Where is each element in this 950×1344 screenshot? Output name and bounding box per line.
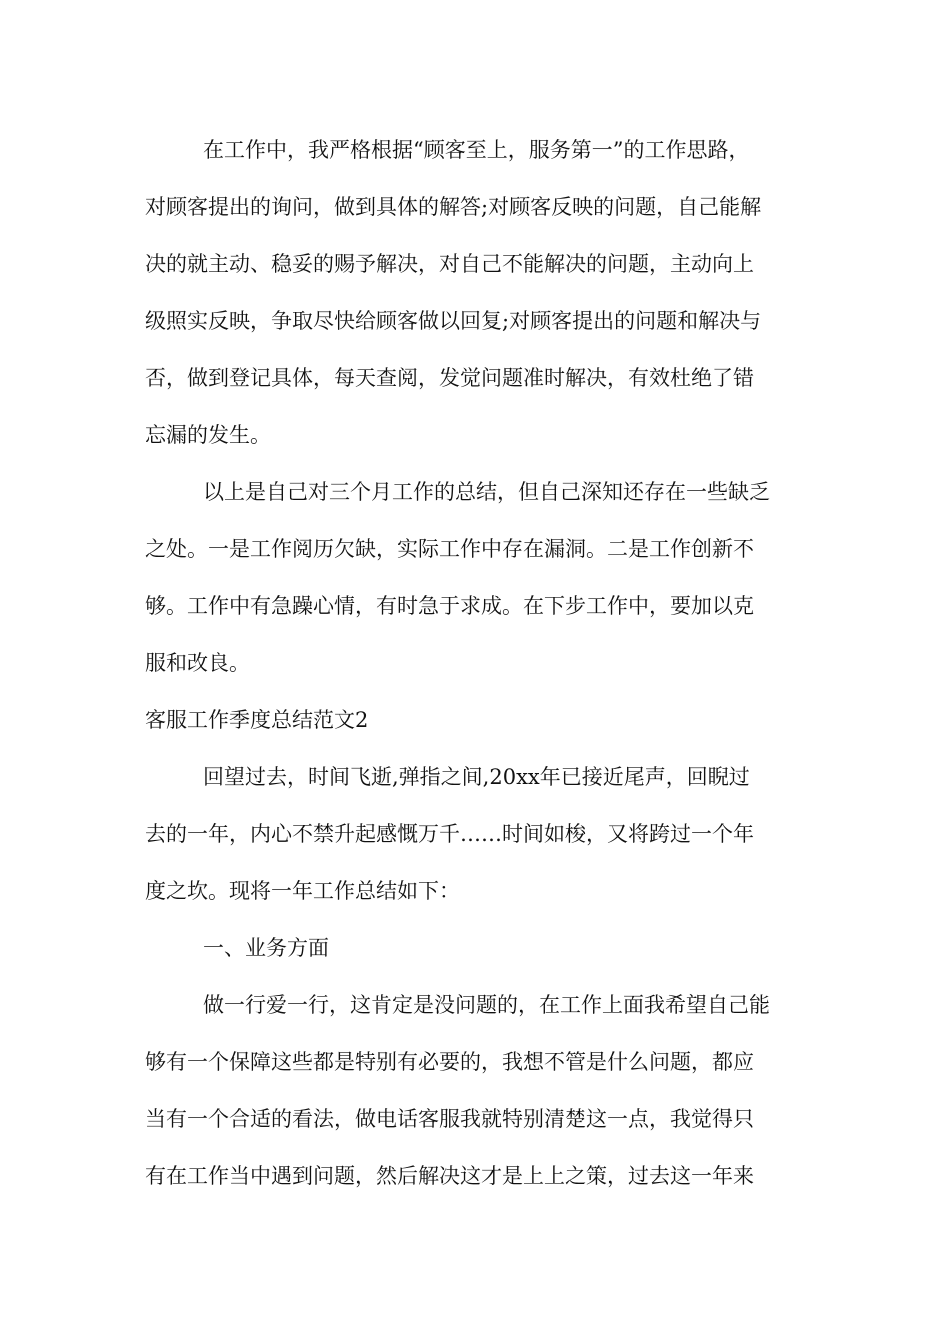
text-line: 决的就主动、稳妥的赐予解决，对自己不能解决的问题，主动向上	[145, 252, 754, 276]
text-line: 否，做到登记具体，每天查阅，发觉问题准时解决，有效杜绝了错	[145, 366, 754, 390]
document-body	[145, 122, 810, 1205]
subsection-title: 一、业务方面	[203, 936, 329, 960]
text-line: 够。工作中有急躁心情，有时急于求成。在下步工作中，要加以克	[145, 594, 754, 618]
section-heading	[145, 692, 810, 749]
paragraph-summary-shortcomings	[145, 464, 810, 692]
text-line: 以上是自己对三个月工作的总结，但自己深知还存在一些缺乏	[203, 480, 770, 504]
heading-text: 客服工作季度总结范文2	[145, 708, 369, 732]
text-line: 服和改良。	[145, 651, 250, 675]
paragraph-looking-back	[145, 749, 810, 920]
text-line: 级照实反映，争取尽快给顾客做以回复;对顾客提出的问题和解决与	[145, 309, 762, 333]
text-line: 够有一个保障这些都是特别有必要的，我想不管是什么问题，都应	[145, 1050, 754, 1074]
text-line: 对顾客提出的询问，做到具体的解答;对顾客反映的问题，自己能解	[145, 195, 762, 219]
text-line: 做一行爱一行，这肯定是没问题的，在工作上面我希望自己能	[203, 993, 770, 1017]
text-line: 当有一个合适的看法，做电话客服我就特别清楚这一点，我觉得只	[145, 1107, 754, 1131]
text-line: 有在工作当中遇到问题，然后解决这才是上上之策，过去这一年来	[145, 1164, 754, 1188]
text-line: 在工作中，我严格根据“顾客至上，服务第一”的工作思路，	[203, 138, 750, 162]
text-line: 去的一年，内心不禁升起感慨万千……时间如梭，又将跨过一个年	[145, 822, 754, 846]
text-line: 忘漏的发生。	[145, 423, 271, 447]
subsection-business	[145, 920, 810, 977]
text-line: 回望过去，时间飞逝,弹指之间,20xx年已接近尾声，回睨过	[203, 765, 750, 789]
text-line: 之处。一是工作阅历欠缺，实际工作中存在漏洞。二是工作创新不	[145, 537, 754, 561]
paragraph-customer-service	[145, 122, 810, 464]
paragraph-business	[145, 977, 810, 1205]
text-line: 度之坎。现将一年工作总结如下：	[145, 879, 460, 903]
